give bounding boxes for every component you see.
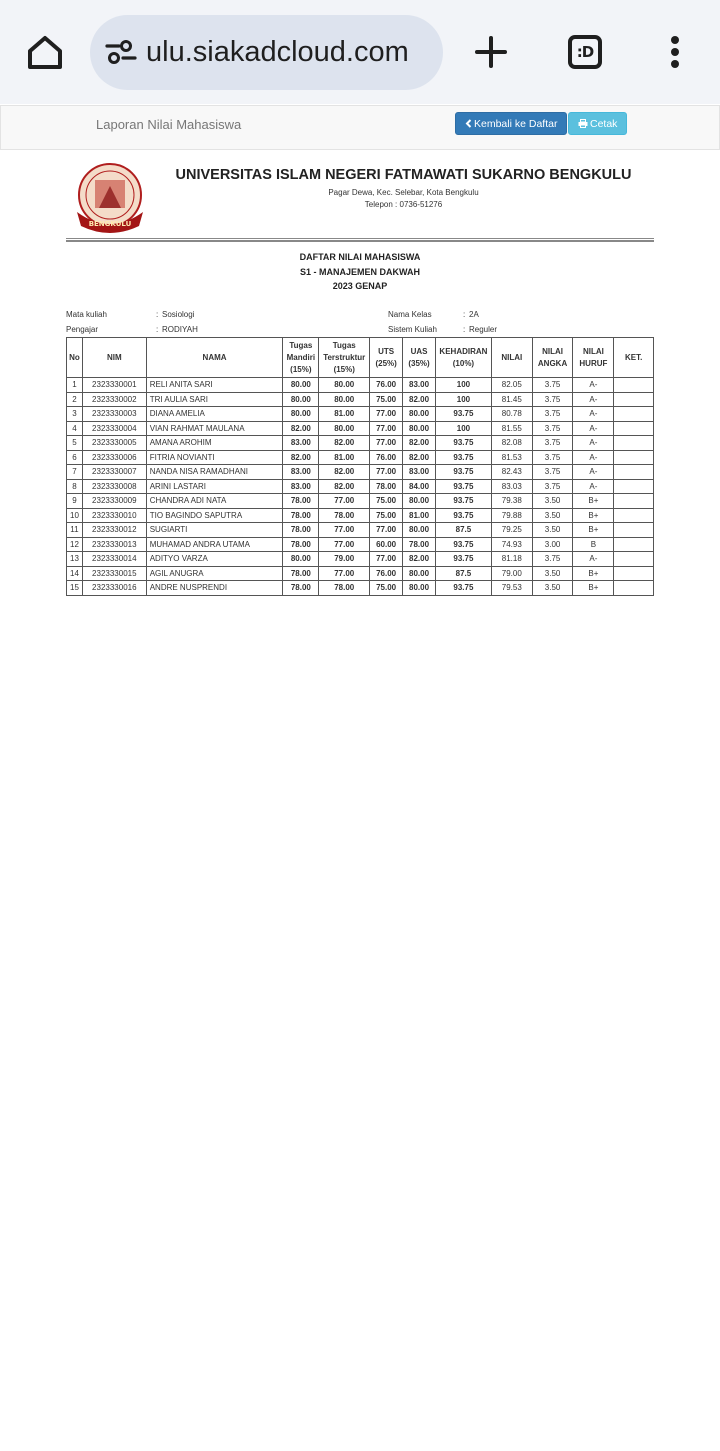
table-row xyxy=(67,436,654,451)
cell-nama: RELI ANITA SARI xyxy=(146,378,283,393)
table-row xyxy=(67,465,654,480)
cell-ket xyxy=(614,407,654,422)
cell-tm: 80.00 xyxy=(283,407,319,422)
cell-nilai: 79.00 xyxy=(491,566,532,581)
cell-tt: 81.00 xyxy=(319,407,370,422)
cell-uts: 76.00 xyxy=(370,566,403,581)
cell-keh: 93.75 xyxy=(435,552,491,567)
cell-tt: 80.00 xyxy=(319,378,370,393)
cell-keh: 93.75 xyxy=(435,537,491,552)
cell-no: 10 xyxy=(67,508,83,523)
class-label: Nama Kelas xyxy=(388,310,432,319)
cell-keh: 87.5 xyxy=(435,566,491,581)
cell-nama: AGIL ANUGRA xyxy=(146,566,283,581)
cell-uas: 78.00 xyxy=(403,537,436,552)
table-row xyxy=(67,421,654,436)
cell-nim: 2323330015 xyxy=(82,566,146,581)
report-title-line: DAFTAR NILAI MAHASISWA xyxy=(299,252,421,262)
lecturer-value: RODIYAH xyxy=(162,325,198,334)
table-row xyxy=(67,450,654,465)
cell-nim: 2323330002 xyxy=(82,392,146,407)
cell-tm: 78.00 xyxy=(283,566,319,581)
cell-tt: 80.00 xyxy=(319,392,370,407)
cell-huruf: B+ xyxy=(573,566,614,581)
cell-uas: 84.00 xyxy=(403,479,436,494)
table-row xyxy=(67,523,654,538)
cell-nama: SUGIARTI xyxy=(146,523,283,538)
report-title xyxy=(66,250,654,294)
home-icon xyxy=(25,32,65,72)
cell-keh: 93.75 xyxy=(435,407,491,422)
course-meta: Mata kuliah : Sosiologi Pengajar : RODIYAH xyxy=(66,307,198,337)
cell-keh: 93.75 xyxy=(435,479,491,494)
cell-huruf: A- xyxy=(573,450,614,465)
browser-menu-button[interactable] xyxy=(643,20,707,84)
cell-uas: 82.00 xyxy=(403,450,436,465)
svg-text:BENGKULU: BENGKULU xyxy=(88,220,132,228)
cell-nim: 2323330008 xyxy=(82,479,146,494)
cell-tt: 79.00 xyxy=(319,552,370,567)
cell-nilai: 82.43 xyxy=(491,465,532,480)
cell-nilai: 81.45 xyxy=(491,392,532,407)
cell-uas: 80.00 xyxy=(403,494,436,509)
cell-tt: 77.00 xyxy=(319,523,370,538)
col-nama: NAMA xyxy=(146,338,283,378)
university-logo xyxy=(71,162,149,236)
tab-switcher-icon xyxy=(568,35,602,69)
cell-ket xyxy=(614,479,654,494)
cell-uts: 60.00 xyxy=(370,537,403,552)
back-to-list-label: Kembali ke Daftar xyxy=(474,118,558,130)
system-label: Sistem Kuliah xyxy=(388,325,437,334)
cell-tm: 82.00 xyxy=(283,450,319,465)
cell-huruf: A- xyxy=(573,552,614,567)
cell-angka: 3.75 xyxy=(532,552,573,567)
cell-no: 13 xyxy=(67,552,83,567)
cell-keh: 100 xyxy=(435,421,491,436)
col-tugas-mandiri: Tugas Mandiri (15%) xyxy=(283,338,319,378)
cell-tm: 83.00 xyxy=(283,479,319,494)
table-row xyxy=(67,537,654,552)
cell-angka: 3.50 xyxy=(532,494,573,509)
report-semester-line: 2023 GENAP xyxy=(332,281,388,291)
grades-table xyxy=(66,337,654,596)
site-settings-button[interactable] xyxy=(104,35,138,69)
table-header-row xyxy=(67,338,654,378)
cell-nama: FITRIA NOVIANTI xyxy=(146,450,283,465)
cell-nim: 2323330012 xyxy=(82,523,146,538)
cell-keh: 93.75 xyxy=(435,465,491,480)
cell-uts: 76.00 xyxy=(370,378,403,393)
lecturer-label: Pengajar xyxy=(66,325,99,334)
cell-nim: 2323330005 xyxy=(82,436,146,451)
col-uts: UTS (25%) xyxy=(370,338,403,378)
cell-nama: TIO BAGINDO SAPUTRA xyxy=(146,508,283,523)
cell-no: 7 xyxy=(67,465,83,480)
cell-uas: 80.00 xyxy=(403,421,436,436)
course-value: Sosiologi xyxy=(162,310,195,319)
cell-no: 9 xyxy=(67,494,83,509)
cell-nim: 2323330016 xyxy=(82,581,146,596)
cell-ket xyxy=(614,378,654,393)
cell-nilai: 79.88 xyxy=(491,508,532,523)
cell-tt: 82.00 xyxy=(319,465,370,480)
cell-nama: ANDRE NUSPRENDI xyxy=(146,581,283,596)
cell-nama: ADITYO VARZA xyxy=(146,552,283,567)
cell-no: 4 xyxy=(67,421,83,436)
cell-tt: 77.00 xyxy=(319,494,370,509)
cell-uts: 76.00 xyxy=(370,450,403,465)
cell-uas: 83.00 xyxy=(403,378,436,393)
cell-nama: ARINI LASTARI xyxy=(146,479,283,494)
cell-uas: 82.00 xyxy=(403,552,436,567)
cell-uas: 81.00 xyxy=(403,508,436,523)
cell-nilai: 80.78 xyxy=(491,407,532,422)
cell-nama: TRI AULIA SARI xyxy=(146,392,283,407)
tune-icon xyxy=(105,39,137,65)
table-row xyxy=(67,581,654,596)
printer-icon xyxy=(578,119,588,128)
cell-ket xyxy=(614,436,654,451)
cell-no: 3 xyxy=(67,407,83,422)
table-row xyxy=(67,378,654,393)
tab-count-label: :D xyxy=(576,43,594,61)
tab-switcher-button[interactable] xyxy=(553,20,617,84)
cell-tt: 77.00 xyxy=(319,537,370,552)
cell-uts: 77.00 xyxy=(370,523,403,538)
cell-keh: 93.75 xyxy=(435,436,491,451)
class-value: 2A xyxy=(469,310,479,319)
cell-tt: 81.00 xyxy=(319,450,370,465)
home-button[interactable] xyxy=(13,20,77,84)
cell-uts: 75.00 xyxy=(370,494,403,509)
cell-angka: 3.50 xyxy=(532,508,573,523)
cell-uas: 80.00 xyxy=(403,407,436,422)
cell-huruf: B xyxy=(573,537,614,552)
cell-uts: 77.00 xyxy=(370,421,403,436)
cell-keh: 100 xyxy=(435,392,491,407)
cell-ket xyxy=(614,465,654,480)
cell-angka: 3.75 xyxy=(532,378,573,393)
cell-nilai: 79.38 xyxy=(491,494,532,509)
cell-huruf: A- xyxy=(573,479,614,494)
cell-ket xyxy=(614,537,654,552)
cell-uas: 80.00 xyxy=(403,581,436,596)
cell-no: 8 xyxy=(67,479,83,494)
url-text[interactable]: ulu.siakadcloud.com xyxy=(146,36,409,68)
cell-uts: 75.00 xyxy=(370,508,403,523)
col-no: No xyxy=(67,338,83,378)
cell-nim: 2323330006 xyxy=(82,450,146,465)
cell-huruf: B+ xyxy=(573,523,614,538)
cell-uts: 77.00 xyxy=(370,465,403,480)
cell-tm: 83.00 xyxy=(283,436,319,451)
cell-keh: 93.75 xyxy=(435,450,491,465)
cell-huruf: A- xyxy=(573,392,614,407)
cell-no: 5 xyxy=(67,436,83,451)
cell-tt: 78.00 xyxy=(319,581,370,596)
cell-nim: 2323330013 xyxy=(82,537,146,552)
print-button[interactable] xyxy=(568,112,627,135)
university-address: Pagar Dewa, Kec. Selebar, Kota Bengkulu xyxy=(328,188,479,197)
col-nilai-huruf: NILAI HURUF xyxy=(573,338,614,378)
cell-no: 1 xyxy=(67,378,83,393)
cell-nama: VIAN RAHMAT MAULANA xyxy=(146,421,283,436)
cell-nilai: 81.55 xyxy=(491,421,532,436)
col-tugas-terstruktur: Tugas Terstruktur (15%) xyxy=(319,338,370,378)
course-label: Mata kuliah xyxy=(66,310,107,319)
cell-huruf: A- xyxy=(573,421,614,436)
col-ket: KET. xyxy=(614,338,654,378)
table-row xyxy=(67,479,654,494)
system-value: Reguler xyxy=(469,325,498,334)
cell-tm: 78.00 xyxy=(283,581,319,596)
cell-ket xyxy=(614,450,654,465)
cell-nama: MUHAMAD ANDRA UTAMA xyxy=(146,537,283,552)
cell-angka: 3.00 xyxy=(532,537,573,552)
col-uas: UAS (35%) xyxy=(403,338,436,378)
cell-huruf: A- xyxy=(573,378,614,393)
cell-nama: DIANA AMELIA xyxy=(146,407,283,422)
cell-uas: 82.00 xyxy=(403,392,436,407)
cell-ket xyxy=(614,392,654,407)
cell-tt: 78.00 xyxy=(319,508,370,523)
table-row xyxy=(67,392,654,407)
cell-keh: 93.75 xyxy=(435,494,491,509)
cell-nilai: 79.25 xyxy=(491,523,532,538)
address-bar[interactable] xyxy=(90,15,443,90)
cell-nilai: 74.93 xyxy=(491,537,532,552)
cell-nilai: 81.53 xyxy=(491,450,532,465)
cell-uts: 77.00 xyxy=(370,407,403,422)
cell-tm: 78.00 xyxy=(283,523,319,538)
cell-nilai: 82.05 xyxy=(491,378,532,393)
table-row xyxy=(67,566,654,581)
cell-uts: 75.00 xyxy=(370,392,403,407)
cell-tt: 82.00 xyxy=(319,479,370,494)
cell-huruf: B+ xyxy=(573,494,614,509)
cell-tm: 83.00 xyxy=(283,465,319,480)
cell-ket xyxy=(614,566,654,581)
cell-uts: 77.00 xyxy=(370,436,403,451)
cell-angka: 3.75 xyxy=(532,436,573,451)
cell-no: 11 xyxy=(67,523,83,538)
cell-tm: 78.00 xyxy=(283,508,319,523)
print-label: Cetak xyxy=(590,118,618,130)
cell-huruf: A- xyxy=(573,465,614,480)
back-to-list-button[interactable] xyxy=(455,112,567,135)
kebab-menu-icon xyxy=(669,34,681,70)
cell-nilai: 81.18 xyxy=(491,552,532,567)
cell-uas: 83.00 xyxy=(403,465,436,480)
cell-tm: 82.00 xyxy=(283,421,319,436)
cell-tm: 80.00 xyxy=(283,552,319,567)
cell-angka: 3.50 xyxy=(532,566,573,581)
cell-huruf: A- xyxy=(573,407,614,422)
cell-angka: 3.75 xyxy=(532,421,573,436)
cell-angka: 3.75 xyxy=(532,450,573,465)
cell-uts: 77.00 xyxy=(370,552,403,567)
cell-tm: 80.00 xyxy=(283,378,319,393)
cell-nim: 2323330010 xyxy=(82,508,146,523)
col-kehadiran: KEHADIRAN (10%) xyxy=(435,338,491,378)
cell-no: 12 xyxy=(67,537,83,552)
cell-no: 6 xyxy=(67,450,83,465)
cell-nama: AMANA AROHIM xyxy=(146,436,283,451)
cell-nilai: 83.03 xyxy=(491,479,532,494)
cell-uts: 75.00 xyxy=(370,581,403,596)
cell-tt: 77.00 xyxy=(319,566,370,581)
cell-huruf: B+ xyxy=(573,581,614,596)
cell-nama: CHANDRA ADI NATA xyxy=(146,494,283,509)
cell-angka: 3.50 xyxy=(532,581,573,596)
cell-tt: 80.00 xyxy=(319,421,370,436)
cell-ket xyxy=(614,421,654,436)
cell-nim: 2323330004 xyxy=(82,421,146,436)
chevron-left-icon xyxy=(465,119,472,128)
cell-nama: NANDA NISA RAMADHANI xyxy=(146,465,283,480)
page-header xyxy=(0,105,720,150)
col-nim: NIM xyxy=(82,338,146,378)
cell-no: 14 xyxy=(67,566,83,581)
cell-ket xyxy=(614,508,654,523)
report-program-line: S1 - MANAJEMEN DAKWAH xyxy=(299,266,420,277)
cell-keh: 93.75 xyxy=(435,508,491,523)
cell-ket xyxy=(614,494,654,509)
cell-ket xyxy=(614,523,654,538)
new-tab-button[interactable] xyxy=(459,20,523,84)
cell-nim: 2323330003 xyxy=(82,407,146,422)
cell-angka: 3.75 xyxy=(532,465,573,480)
browser-toolbar xyxy=(0,0,720,104)
university-phone: Telepon : 0736-51276 xyxy=(364,200,443,209)
cell-ket xyxy=(614,552,654,567)
cell-uas: 80.00 xyxy=(403,523,436,538)
cell-angka: 3.75 xyxy=(532,407,573,422)
page-title: Laporan Nilai Mahasiswa xyxy=(96,117,242,132)
university-name: UNIVERSITAS ISLAM NEGERI FATMAWATI SUKARNO BENGKULU xyxy=(175,167,632,183)
cell-keh: 100 xyxy=(435,378,491,393)
cell-no: 15 xyxy=(67,581,83,596)
col-nilai: NILAI xyxy=(491,338,532,378)
cell-no: 2 xyxy=(67,392,83,407)
col-nilai-angka: NILAI ANGKA xyxy=(532,338,573,378)
cell-uas: 82.00 xyxy=(403,436,436,451)
cell-uas: 80.00 xyxy=(403,566,436,581)
cell-uts: 78.00 xyxy=(370,479,403,494)
cell-ket xyxy=(614,581,654,596)
class-meta: Nama Kelas : 2A Sistem Kuliah : Reguler xyxy=(388,307,497,337)
cell-tm: 78.00 xyxy=(283,537,319,552)
cell-nim: 2323330014 xyxy=(82,552,146,567)
cell-keh: 93.75 xyxy=(435,581,491,596)
cell-tt: 82.00 xyxy=(319,436,370,451)
cell-angka: 3.75 xyxy=(532,479,573,494)
table-row xyxy=(67,552,654,567)
header-divider xyxy=(66,238,654,242)
cell-huruf: A- xyxy=(573,436,614,451)
cell-nilai: 79.53 xyxy=(491,581,532,596)
table-row xyxy=(67,508,654,523)
cell-nim: 2323330009 xyxy=(82,494,146,509)
cell-nim: 2323330001 xyxy=(82,378,146,393)
cell-angka: 3.75 xyxy=(532,392,573,407)
cell-huruf: B+ xyxy=(573,508,614,523)
cell-angka: 3.50 xyxy=(532,523,573,538)
cell-nim: 2323330007 xyxy=(82,465,146,480)
cell-tm: 80.00 xyxy=(283,392,319,407)
table-row xyxy=(67,407,654,422)
cell-keh: 87.5 xyxy=(435,523,491,538)
plus-icon xyxy=(473,34,509,70)
table-row xyxy=(67,494,654,509)
cell-nilai: 82.08 xyxy=(491,436,532,451)
cell-tm: 78.00 xyxy=(283,494,319,509)
